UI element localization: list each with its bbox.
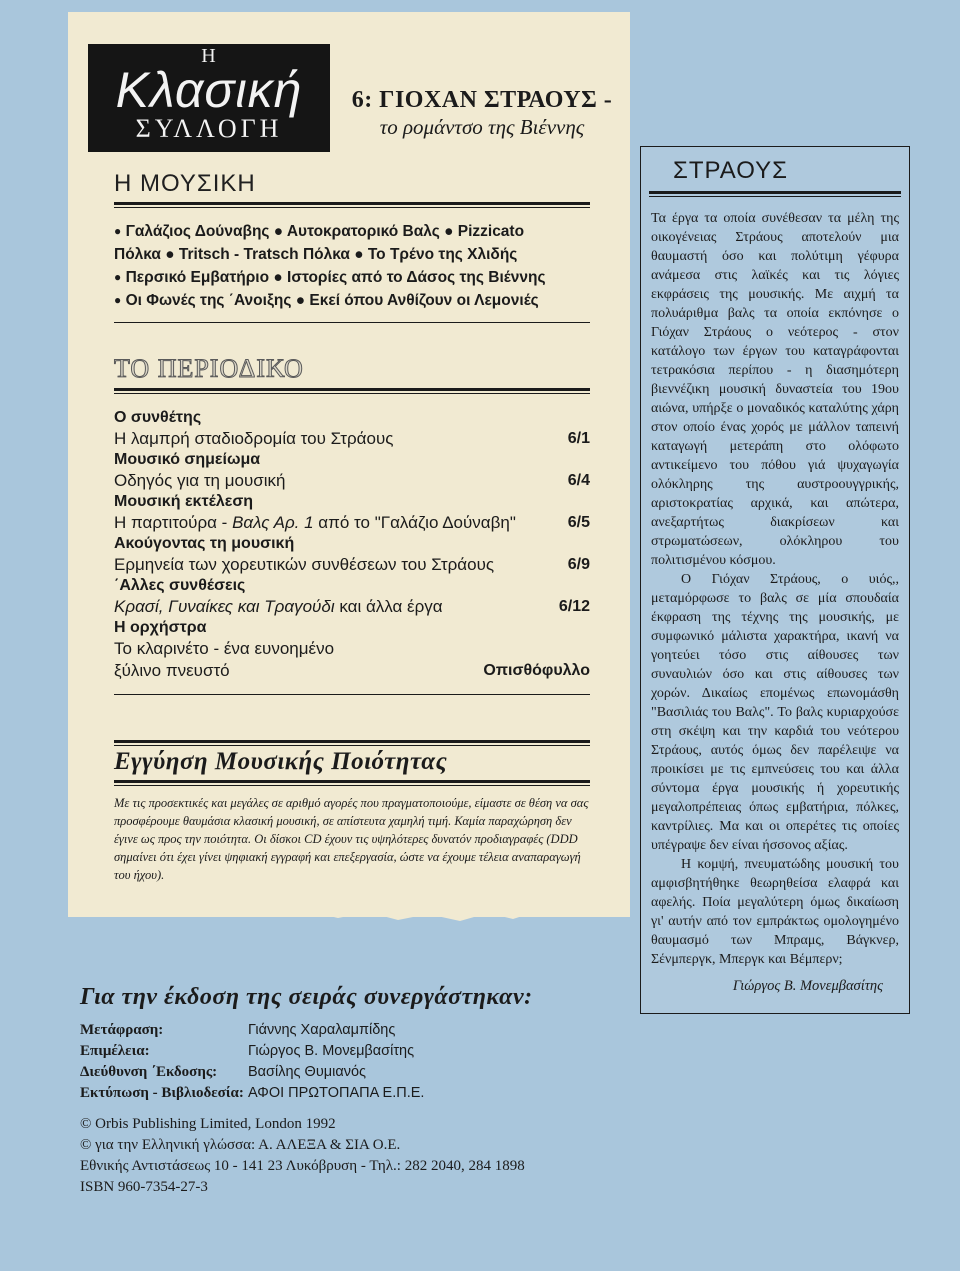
article-paragraph: Η κομψή, πνευματώδης μουσική του αμφισβητήθηκε θεωρηθείσα ελαφρά και αφελής. Ποία μεγαλύτερη όμως δικαίωση γι' αυτήν από τον εμπράκτως ομολογημένο θαυμασμό των Μπραμς, Βάγκνερ, Σένμπεργκ, Μπεργκ και Βέμπερν; [651, 857, 899, 967]
toc-section-title: ΄Αλλες συνθέσεις [114, 577, 246, 594]
article-paragraph: Ο Γιόχαν Στράους, ο υιός,, μεταμόρφωσε το βαλς σε μία σπουδαία έκφραση της τέχνης της μουσικής, με συμφωνικό μάλιστα χαρακτήρα, ικανή να γοητεύει τόσο στις αίθουσες των συναυλιών όσο και στις αίθουσες των χορών. Δικαίως επομένως επωνομάσθη "Βασιλιάς του Βαλς". Το βαλς κυριαρχούσε στη σκέψη και την καρδιά του νεότερου Στράους, αυτός όμως δεν παρέλειψε να προικίσει με τις εμπνεύσεις του και άλλα σύντομα έργα μουσικής ή χορευτικής μεγαλοπρέπειας όπως εμβατήρια, πόλκες, καντρίλιες. Μα και οι οπερέτες τις οποίες υπέγραψε δεν είναι ήσσονος αξίας. [651, 572, 899, 853]
guarantee-title: Εγγύηση Μουσικής Ποιότητας [114, 748, 448, 775]
credit-row: Επιμέλεια: Γιώργος Β. Μονεμβασίτης [80, 1043, 415, 1059]
copyright-line: © Orbis Publishing Limited, London 1992 [80, 1116, 336, 1132]
paper-torn-edge [68, 905, 630, 927]
divider [114, 388, 590, 391]
side-column [640, 146, 910, 1014]
toc-section-title: Μουσικό σημείωμα [114, 451, 261, 468]
tracklist-line: ● Οι Φωνές της ΄Ανοιξης ● Εκεί όπου Ανθίζουν οι Λεμονιές [114, 292, 539, 309]
logo-article: Η [201, 45, 217, 67]
toc-entry: Ερμηνεία των χορευτικών συνθέσεων του Στράους 6/9 [114, 555, 590, 574]
publisher-address: Εθνικής Αντιστάσεως 10 - 141 23 Λυκόβρυση - Τηλ.: 282 2040, 284 1898 [80, 1158, 525, 1174]
table-of-contents [114, 408, 590, 682]
bullet-icon: ● [114, 224, 122, 238]
toc-entry: Το κλαρινέτο - ένα ευνοημένο [114, 639, 335, 658]
side-article [641, 197, 909, 996]
toc-entry: Κρασί, Γυναίκες και Τραγούδι και άλλα έργα 6/12 [114, 597, 590, 616]
toc-entry: ξύλινο πνευστό Οπισθόφυλλο [114, 661, 590, 680]
divider [114, 785, 590, 786]
divider [114, 780, 590, 783]
page-number: 6/4 [567, 472, 590, 489]
music-tracklist [114, 220, 590, 312]
issue-title: 6: ΓΙΟΧΑΝ ΣΤΡΑΟΥΣ - [351, 87, 613, 113]
publisher-info [80, 1114, 620, 1198]
bullet-icon: ● [114, 293, 122, 307]
tracklist-line: Πόλκα ● Tritsch - Tratsch Πόλκα ● Το Τρένο της Χλιδής [114, 246, 518, 263]
magazine-heading: ΤΟ ΠΕΡΙΟΔΙΚΟ [114, 354, 304, 383]
isbn: ISBN 960-7354-27-3 [80, 1179, 208, 1195]
series-logo [88, 44, 330, 152]
copyright-line: © για την Ελληνική γλώσσα: Α. ΑΛΕΞΑ & ΣΙΑ Ο.Ε. [80, 1137, 401, 1153]
issue-subtitle: το ρομάντσο της Βιέννης [379, 115, 585, 139]
divider [114, 322, 590, 323]
tracklist-line: ● Γαλάζιος Δούναβης ● Αυτοκρατορικό Βαλς ● Pizzicato [114, 223, 525, 240]
toc-section-title: Η ορχήστρα [114, 619, 207, 636]
bullet-icon: ● [114, 270, 122, 284]
quality-guarantee [114, 740, 590, 884]
side-heading: ΣΤΡΑΟΥΣ [673, 157, 788, 184]
page-number: 6/9 [567, 556, 590, 573]
divider [649, 191, 901, 194]
music-heading: Η ΜΟΥΣΙΚΗ [114, 170, 256, 197]
divider [114, 740, 590, 743]
toc-entry: Οδηγός για τη μουσική 6/4 [114, 471, 590, 490]
magazine-section [114, 354, 590, 699]
credit-row: Διεύθυνση ΄Εκδοσης: Βασίλης Θυμιανός [80, 1064, 367, 1080]
page-number: 6/12 [558, 598, 590, 615]
credit-row: Εκτύπωση - Βιβλιοδεσία: ΑΦΟΙ ΠΡΩΤΟΠΑΠΑ Ε.Π.Ε. [80, 1085, 425, 1101]
divider [114, 202, 590, 205]
page-number: Οπισθόφυλλο [483, 662, 590, 679]
logo-title: Κλασική [115, 62, 303, 118]
author-signature: Γιώργος Β. Μονεμβασίτης [732, 978, 883, 994]
toc-section-title: Ο συνθέτης [114, 409, 202, 426]
article-paragraph: Τα έργα τα οποία συνέθεσαν τα μέλη της οικογένειας Στράους αποτελούν μια θαυμαστή όσο και πολύτιμη γέφυρα ανάμεσα στις λαϊκές και τις λόγιες εκφράσεις της μουσικής. Με αιχμή τα πολυάριθμα βαλς τα οποία εκπόνησε ο Γιόχαν Στράους ο νεότερος - στον κατάλογο των έργων του καταγράφονται τετρακόσια περίπου - η διασημότερη βιεννέζικη μουσική δυναστεία του 19ου αιώνα, υπήρξε ο μοναδικός καταλύτης χάρη στον οποίο ένας χορός με μάλλον ταπεινή καταγωγή μετεράπη στο ολόφωτο αντικείμενο του πόθου γιά ψυχαγωγία ολόκληρης της αυστροουγγρικής, αριστοκρατίας αρχικά, και απώτερα, ανεξαρτήτως διακρίσεων και στρωματώσεων, ολόκληρου του πολιτισμένου κόσμου. [651, 211, 899, 568]
logo-subtitle: ΣΥΛΛΟΓΗ [135, 114, 283, 143]
tracklist-line: ● Περσικό Εμβατήριο ● Ιστορίες από το Δάσος της Βιέννης [114, 269, 546, 286]
credit-row: Μετάφραση: Γιάννης Χαραλαμπίδης [80, 1022, 396, 1038]
toc-entry: Η λαμπρή σταδιοδρομία του Στράους 6/1 [114, 429, 590, 448]
credits-list [80, 1020, 600, 1104]
music-section [114, 170, 590, 320]
page-number: 6/5 [567, 514, 590, 531]
divider [114, 393, 590, 394]
guarantee-text: Με τις προσεκτικές και μεγάλες σε αριθμό αγορές που πραγματοποιούμε, είμαστε σε θέση να σας προσφέρουμε θαυμάσια κλασική μουσική, σε απίστευτα χαμηλή τιμή. Καμία παραχώρηση δεν έγινε ως προς την ποιότητα. Οι δίσκοι CD έχουν τις υψηλότερες δυνατόν προδιαγραφές (DDD σημαίνει ότι έχει γίνει ψηφιακή εγγραφή και επεξεργασία, ώστε να έχουμε τέλεια αναπαραγωγή του ήχου). [114, 796, 589, 882]
toc-entry: Η παρτιτούρα - Βαλς Αρ. 1 από το "Γαλάζιο Δούναβη" 6/5 [114, 513, 590, 532]
page-number: 6/1 [567, 430, 590, 447]
toc-section-title: Ακούγοντας τη μουσική [114, 535, 295, 552]
divider [114, 694, 590, 695]
credits-title: Για την έκδοση της σειράς συνεργάστηκαν: [80, 984, 533, 1010]
toc-section-title: Μουσική εκτέλεση [114, 493, 254, 510]
divider [114, 207, 590, 208]
